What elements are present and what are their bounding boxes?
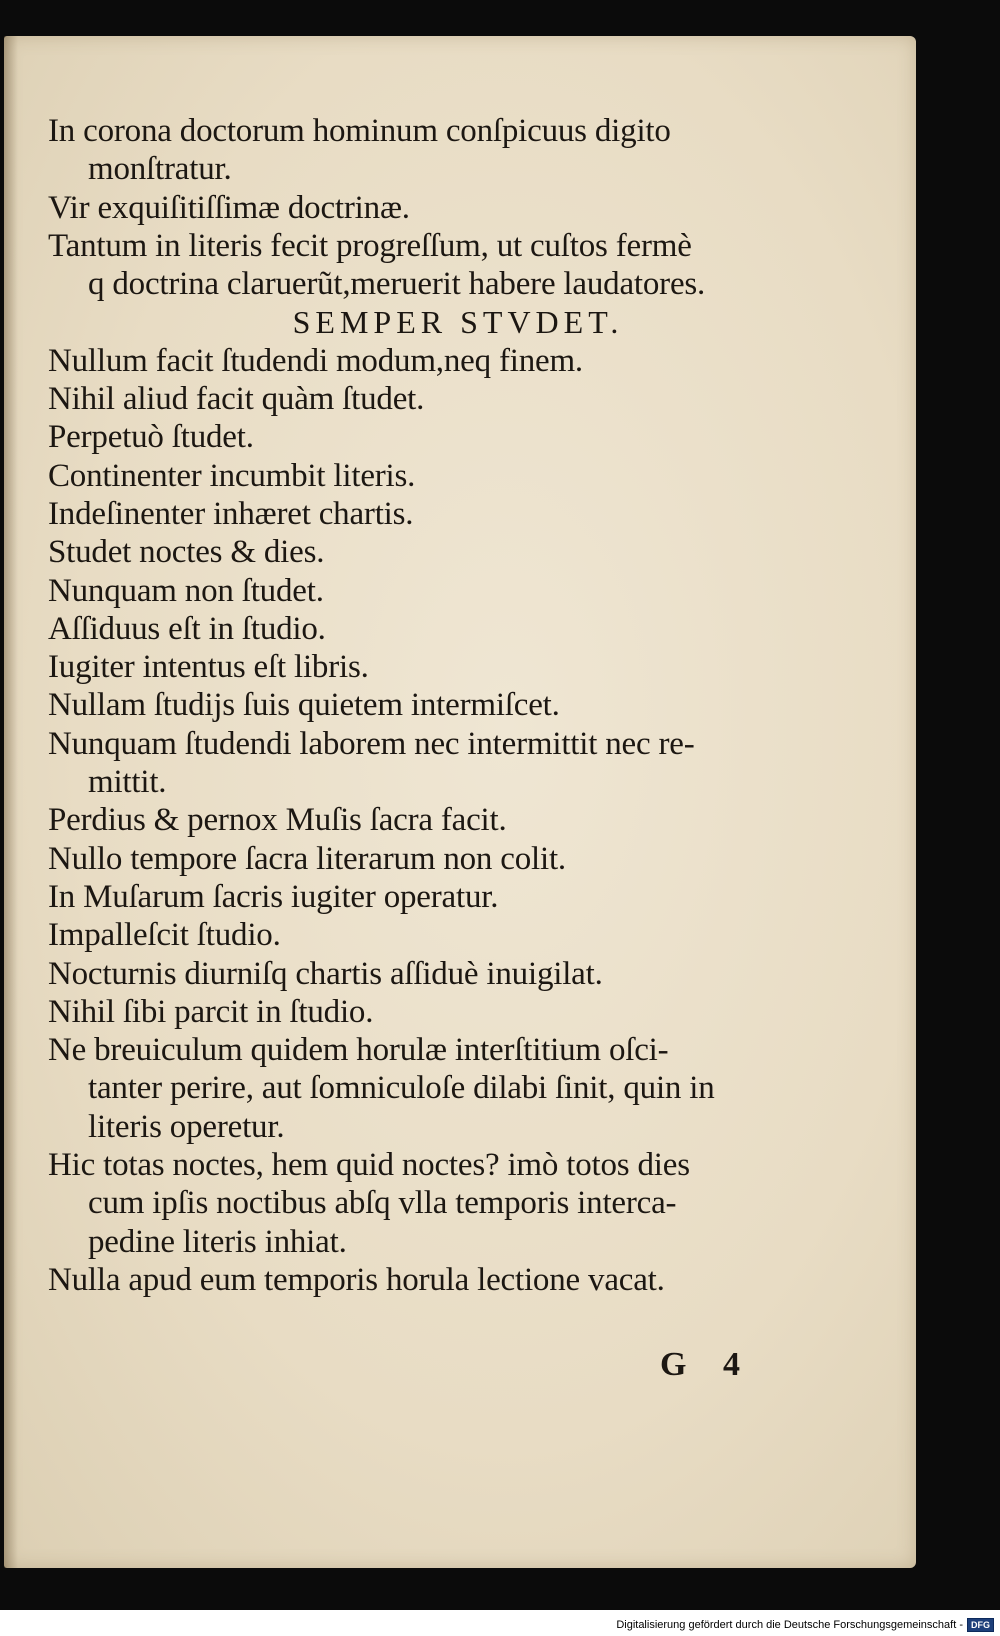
text-line: literis operetur. <box>88 1108 285 1145</box>
text-line: Nullo tempore ſacra literarum non colit. <box>48 840 566 877</box>
text-line: Nullum facit ſtudendi modum,neq finem. <box>48 342 583 379</box>
book-page <box>4 36 916 1568</box>
text-line: Ne breuiculum quidem horulæ interſtitium oſci- <box>48 1032 669 1069</box>
text-line: Indeſinenter inhæret chartis. <box>48 495 414 532</box>
text-line: Perpetuò ſtudet. <box>48 419 254 456</box>
dfg-logo: DFG <box>967 1618 994 1632</box>
text-line: Nihil aliud facit quàm ſtudet. <box>48 381 425 418</box>
text-line: Continenter incumbit literis. <box>48 457 416 494</box>
credit-text: Digitalisierung gefördert durch die Deutsche Forschungsgemeinschaft - <box>616 1619 963 1631</box>
text-line: Iugiter intentus eſt libris. <box>48 649 369 686</box>
text-line: Hic totas noctes, hem quid noctes? imò totos dies <box>48 1147 690 1184</box>
text-line: Tantum in literis fecit progreſſum, ut cuſtos fermè <box>48 227 692 264</box>
text-line: Studet noctes & dies. <box>48 534 325 571</box>
text-line: Vir exquiſitiſſimæ doctrinæ. <box>48 189 410 226</box>
section-heading: SEMPER STVDET. <box>292 304 624 341</box>
text-line: cum ipſis noctibus abſq vlla temporis interca- <box>88 1185 677 1222</box>
text-line: Nulla apud eum temporis horula lectione vacat. <box>48 1261 665 1298</box>
text-line: pedine literis inhiat. <box>88 1223 347 1260</box>
digitization-credit <box>616 1616 994 1634</box>
text-line: Nullam ſtudijs ſuis quietem intermiſcet. <box>48 687 560 724</box>
text-line: In Muſarum ſacris iugiter operatur. <box>48 878 499 915</box>
text-line: Aſſiduus eſt in ſtudio. <box>48 610 326 647</box>
text-line: monſtratur. <box>88 151 232 188</box>
text-line: mittit. <box>88 764 167 801</box>
signature-mark: G 4 <box>660 1346 754 1383</box>
text-line: Nunquam non ſtudet. <box>48 572 324 609</box>
text-line: Impalleſcit ſtudio. <box>48 917 281 954</box>
text-line: Nocturnis diurniſq chartis aſſiduè inuigilat. <box>48 955 603 992</box>
text-line: In corona doctorum hominum conſpicuus digito <box>48 113 671 149</box>
text-line: q doctrina claruerũt,meruerit habere laudatores. <box>88 266 706 303</box>
page-text <box>48 112 858 1299</box>
text-line: Nunquam ſtudendi laborem nec intermittit nec re- <box>48 725 695 762</box>
text-line: Perdius & pernox Muſis ſacra facit. <box>48 802 507 839</box>
text-line: tanter perire, aut ſomniculoſe dilabi ſinit, quin in <box>88 1070 715 1107</box>
text-line: Nihil ſibi parcit in ſtudio. <box>48 993 374 1030</box>
